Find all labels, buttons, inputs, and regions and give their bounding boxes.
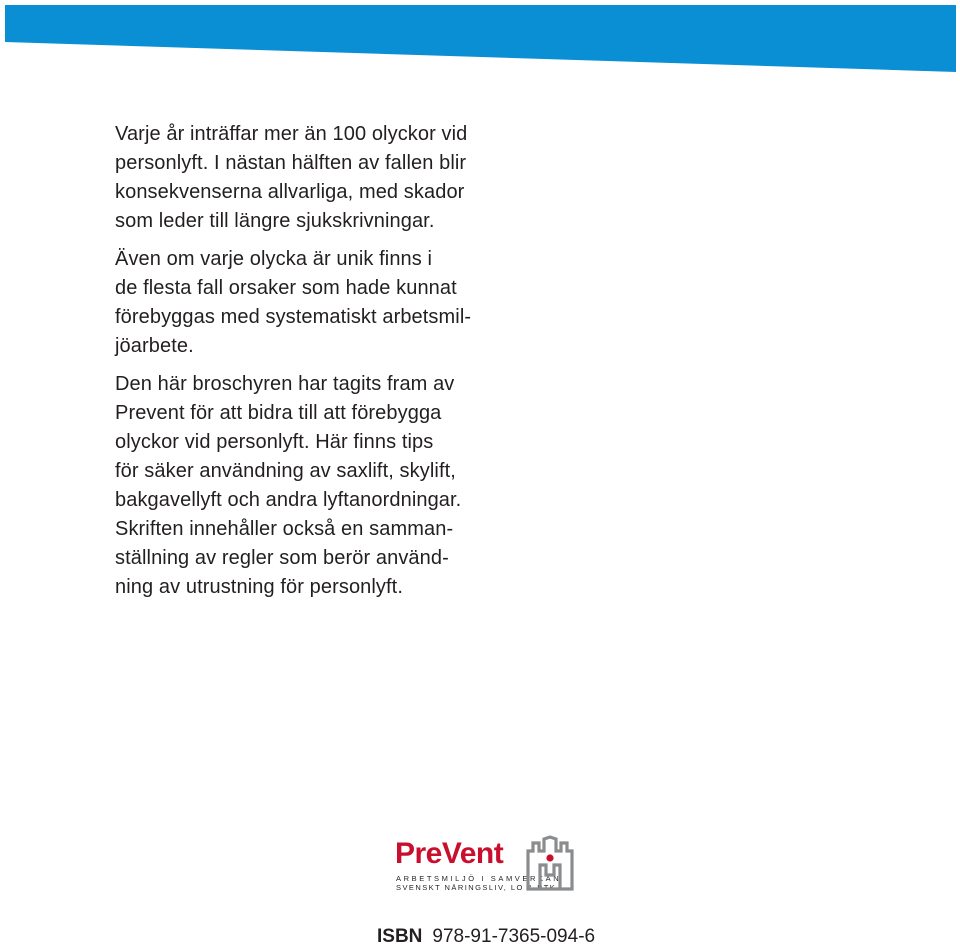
paragraph-causes [115,245,515,361]
isbn-label: ISBN [377,926,423,947]
text-line: Varje år inträffar mer än 100 olyckor vid [115,123,468,145]
text-line: Prevent för att bidra till att förebygga [115,402,442,424]
text-line: ställning av regler som berör använd- [115,547,449,569]
text-line: personlyft. I nästan hälften av fallen blir [115,152,467,174]
text-line: för säker användning av saxlift, skylift, [115,460,456,482]
text-line: Även om varje olycka är unik finns i [115,248,433,270]
text-line: de flesta fall orsaker som hade kunnat [115,277,457,299]
text-line: som leder till längre sjukskrivningar. [115,210,435,232]
text-line: bakgavellyft och andra lyftanordningar. [115,489,462,511]
prevent-building-mark-icon [526,835,574,891]
logo-wordmark: PreVent [395,837,504,870]
text-line: förebyggas med systematiskt arbetsmil- [115,306,472,328]
prevent-logo [393,835,578,895]
isbn-number: 978-91-7365-094-6 [432,926,596,947]
text-line: jöarbete. [115,335,194,357]
text-line: ning av utrustning för personlyft. [115,576,403,598]
logo-tagline-secondary: SVENSKT NÄRINGSLIV, LO & PTK [396,883,557,892]
body-text [115,120,515,611]
logo-tagline-primary: ARBETSMILJÖ I SAMVERKAN [396,874,562,883]
text-line: Den här broschyren har tagits fram av [115,373,455,395]
text-line: konsekvenserna allvarliga, med skador [115,181,465,203]
text-line: Skriften innehåller också en samman- [115,518,454,540]
paragraph-intro [115,120,515,236]
paragraph-brochure [115,370,515,602]
top-color-band [0,0,960,80]
text-line: olyckor vid personlyft. Här finns tips [115,431,434,453]
